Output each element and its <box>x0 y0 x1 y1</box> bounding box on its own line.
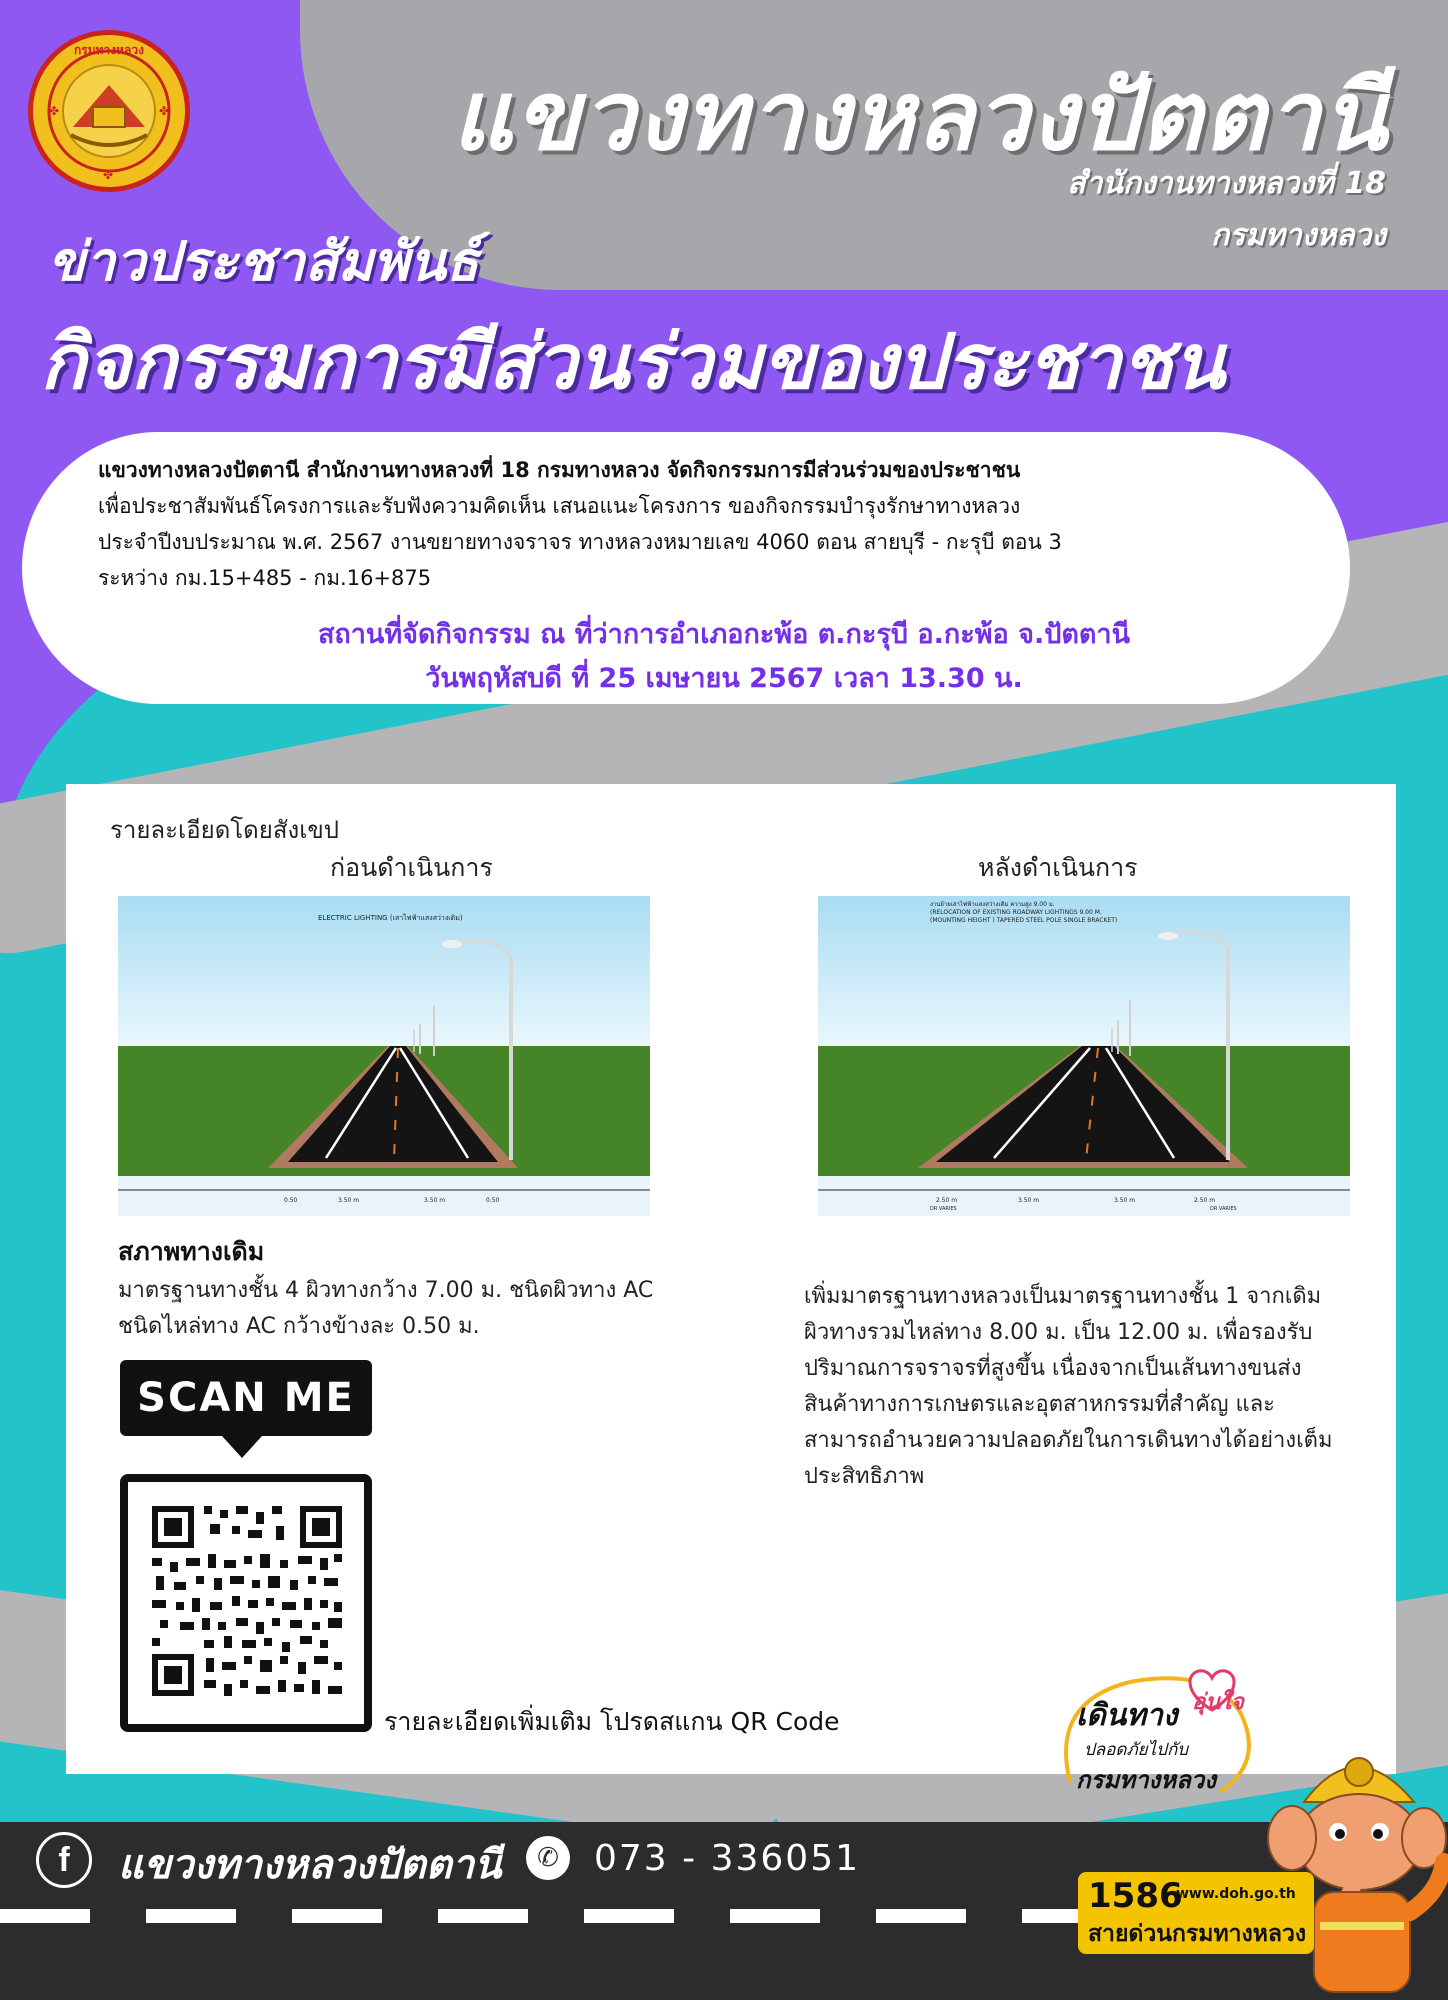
after-annotation-2: (RELOCATION OF EXISTING ROADWAY LIGHTINGS 9.00 M. <box>930 909 1102 916</box>
datetime-text: วันพฤหัสบดี ที่ 25 เมษายน 2567 เวลา 13.30 น. <box>425 663 1023 694</box>
hotline-number: 1586 <box>1088 1876 1183 1916</box>
existing-title: สภาพทางเดิม <box>118 1237 265 1266</box>
campaign-line-2: ปลอดภัยไปกับ <box>1084 1740 1189 1760</box>
venue-text: สถานที่จัดกิจกรรม ณ ที่ว่าการอำเภอกะพ้อ ต.กะรุบี อ.กะพ้อ จ.ปัตตานี <box>317 619 1131 650</box>
improve-line-6: ประสิทธิภาพ <box>804 1464 925 1489</box>
qr-code[interactable] <box>120 1474 372 1732</box>
details-card <box>66 784 1396 1774</box>
campaign-line-3: กรมทางหลวง <box>1076 1766 1216 1794</box>
road-dash <box>584 1909 674 1923</box>
scan-me-pointer <box>222 1436 262 1458</box>
after-annotation-1: งานย้ายเสาไฟฟ้าแสงสว่างเดิม ความสูง 9.00 ม. <box>930 901 1055 908</box>
activity-title: กิจกรรมการมีส่วนร่วมของประชาชน <box>40 317 1225 406</box>
road-dash <box>876 1909 966 1923</box>
phone-number[interactable]: 073 - 336051 <box>594 1838 861 1879</box>
hotline-badge <box>1078 1872 1314 1954</box>
road-dash <box>0 1909 90 1923</box>
road-dash <box>438 1909 528 1923</box>
improve-line-3: ปริมาณการจราจรที่สูงขึ้น เนื่องจากเป็นเส้นทางขนส่ง <box>804 1356 1302 1381</box>
campaign-logo <box>1040 1662 1280 1812</box>
existing-line-1: มาตรฐานทางชั้น 4 ผิวทางกว้าง 7.00 ม. ชนิดผิวทาง AC <box>118 1278 654 1303</box>
road-dash <box>292 1909 382 1923</box>
doh-logo <box>28 30 190 192</box>
before-annotation: ELECTRIC LIGHTING (เสาไฟฟ้าแสงสว่างเดิม) <box>318 914 463 922</box>
before-dim-1: 0.50 <box>284 1197 298 1204</box>
after-dim-3: 3.50 m <box>1114 1197 1136 1204</box>
before-label: ก่อนดำเนินการ <box>330 853 493 882</box>
improve-line-4: สินค้าทางการเกษตรและอุตสาหกรรมที่สำคัญ และ <box>804 1392 1276 1417</box>
before-dim-4: 0.50 <box>486 1197 500 1204</box>
hotline-website: www.doh.go.th <box>1176 1886 1296 1902</box>
announcement-line-4: ระหว่าง กม.15+485 - กม.16+875 <box>98 566 432 590</box>
announcement-line-3: ประจำปีงบประมาณ พ.ศ. 2567 งานขยายทางจราจร ทางหลวงหมายเลข 4060 ตอน สายบุรี - กะรุบี ตอน 3 <box>98 530 1062 554</box>
details-heading: รายละเอียดโดยสังเขป <box>110 816 340 844</box>
announcement-line-1: แขวงทางหลวงปัตตานี สำนักงานทางหลวงที่ 18 กรมทางหลวง จัดกิจกรรมการมีส่วนร่วมของประชาชน <box>98 458 1021 482</box>
announcement-line-2: เพื่อประชาสัมพันธ์โครงการและรับฟังความคิดเห็น เสนอแนะโครงการ ของกิจกรรมบำรุงรักษาทางหลวง <box>98 494 1021 518</box>
after-annotation-3: (MOUNTING HEIGHT ) TAPERED STEEL POLE SINGLE BRACKET) <box>930 917 1118 924</box>
after-road-image <box>818 896 1350 1216</box>
improve-line-5: สามารถอำนวยความปลอดภัยในการเดินทางได้อย่างเต็ม <box>804 1428 1333 1453</box>
after-dim-note-2: DR VARIES <box>1210 1206 1237 1212</box>
improve-line-2: ผิวทางรวมไหล่ทาง 8.00 ม. เป็น 12.00 ม. เพื่อรองรับ <box>804 1320 1313 1345</box>
department-title: กรมทางหลวง <box>1211 218 1386 253</box>
svg-text:✤: ✤ <box>49 104 60 118</box>
before-road-image <box>118 896 650 1216</box>
qr-caption: รายละเอียดเพิ่มเติม โปรดสแกน QR Code <box>384 1707 840 1736</box>
office-title: แขวงทางหลวงปัตตานี <box>451 60 1388 172</box>
bureau-title: สำนักงานทางหลวงที่ 18 <box>1067 166 1386 201</box>
svg-text:✤: ✤ <box>159 104 170 118</box>
after-dim-2: 3.50 m <box>1018 1197 1040 1204</box>
before-dim-3: 3.50 m <box>424 1197 446 1204</box>
section-title: ข่าวประชาสัมพันธ์ <box>48 230 479 293</box>
facebook-page-name[interactable]: แขวงทางหลวงปัตตานี <box>118 1842 502 1888</box>
facebook-icon[interactable]: f <box>36 1832 92 1888</box>
campaign-line-1: เดินทาง <box>1076 1698 1178 1733</box>
road-dash <box>730 1909 820 1923</box>
hotline-text: สายด่วนกรมทางหลวง <box>1088 1921 1307 1947</box>
mascot-elephant <box>1264 1732 1448 2000</box>
road-dash <box>146 1909 236 1923</box>
after-dim-1: 2.50 m <box>936 1197 958 1204</box>
svg-text:✤: ✤ <box>103 168 114 182</box>
scan-me-label: SCAN ME <box>120 1360 372 1436</box>
after-dim-note-1: DR VARIES <box>930 1206 957 1212</box>
campaign-heart-text: อุ่นใจ <box>1192 1690 1244 1715</box>
before-dim-2: 3.50 m <box>338 1197 360 1204</box>
phone-icon: ✆ <box>526 1836 570 1880</box>
improve-line-1: เพิ่มมาตรฐานทางหลวงเป็นมาตรฐานทางชั้น 1 จากเดิม <box>804 1284 1322 1309</box>
existing-line-2: ชนิดไหล่ทาง AC กว้างข้างละ 0.50 ม. <box>118 1314 480 1339</box>
after-dim-4: 2.50 m <box>1194 1197 1216 1204</box>
logo-text: กรมทางหลวง <box>74 43 144 57</box>
after-label: หลังดำเนินการ <box>978 853 1138 882</box>
